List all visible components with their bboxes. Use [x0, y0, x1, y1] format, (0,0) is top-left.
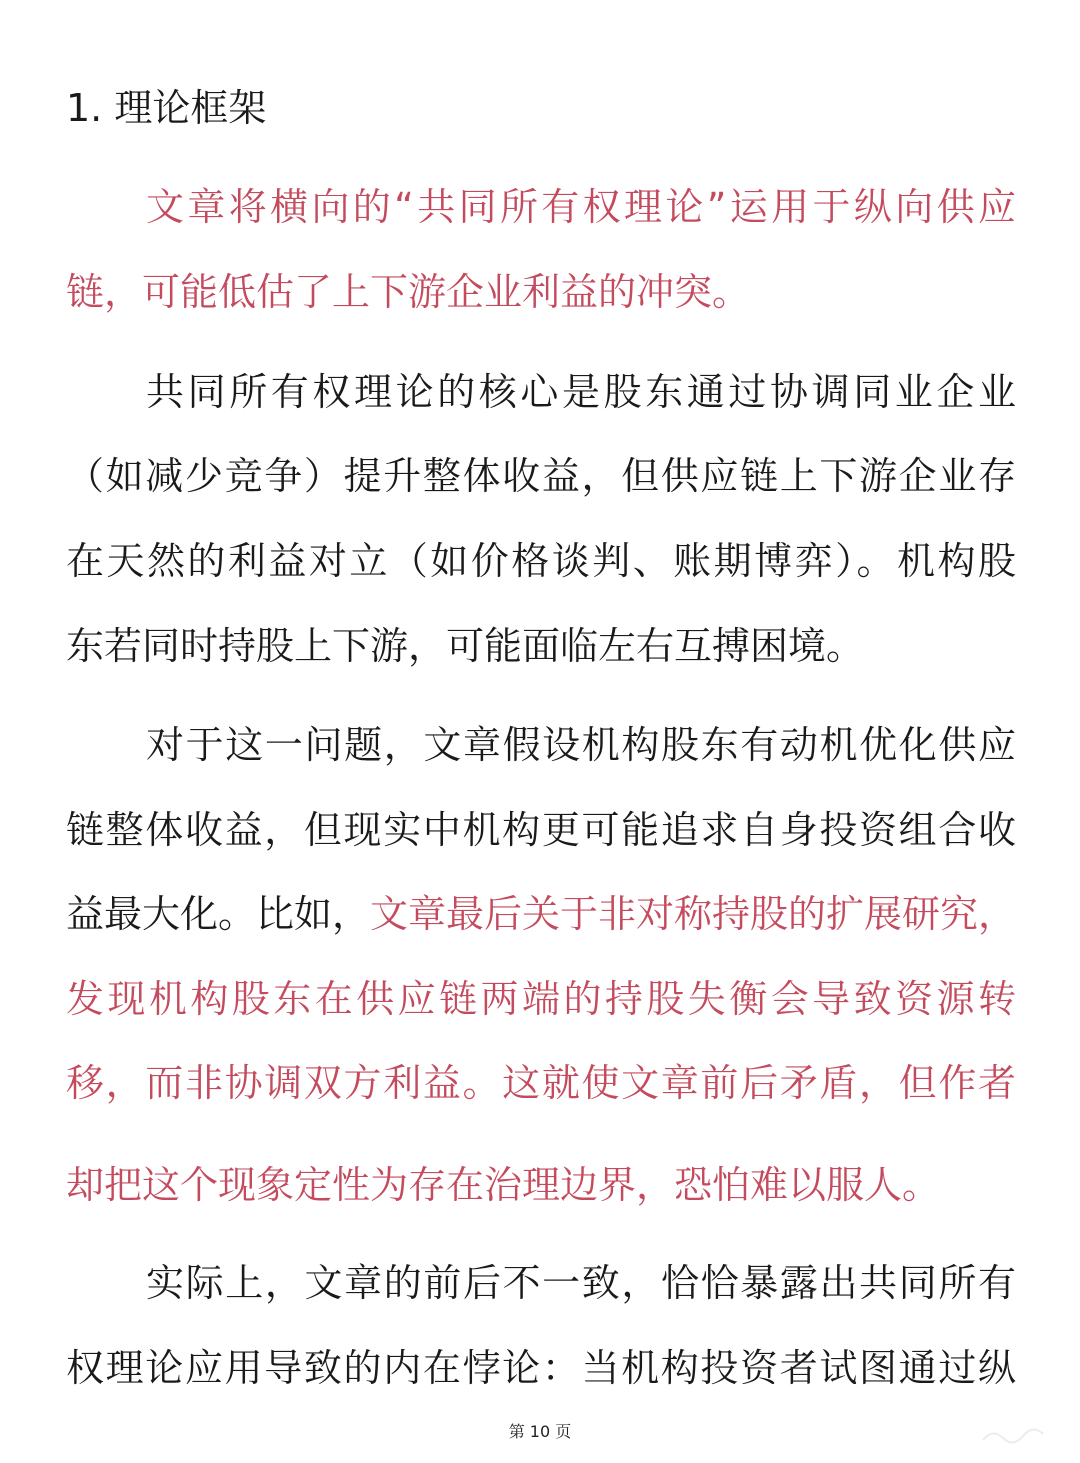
section-heading: 1. 理论框架: [66, 86, 267, 130]
paragraph-3-line-2: 链整体收益，但现实中机构更可能追求自身投资组合收: [66, 808, 1016, 852]
paragraph-3-line-6: 却把这个现象定性为存在治理边界，恐怕难以服人。: [66, 1163, 941, 1207]
paragraph-3-line-3-plain: 益最大化。比如，: [66, 892, 371, 936]
paragraph-3-line-5: 移，而非协调双方利益。这就使文章前后矛盾，但作者: [66, 1061, 1016, 1105]
paragraph-2-line-1: 共同所有权理论的核心是股东通过协调同业企业: [146, 370, 1016, 414]
paragraph-2-line-4: 东若同时持股上下游，可能面临左右互搏困境。: [66, 624, 865, 668]
paragraph-4-line-1: 实际上，文章的前后不一致，恰恰暴露出共同所有: [146, 1261, 1016, 1305]
paragraph-3-line-3: [66, 884, 1016, 944]
paragraph-4-line-2: 权理论应用导致的内在悖论：当机构投资者试图通过纵: [66, 1346, 1016, 1390]
page-number: 第 10 页: [508, 1422, 572, 1441]
paragraph-1-line-2: 链，可能低估了上下游企业利益的冲突。: [66, 270, 751, 314]
paragraph-3-line-3-highlight: 文章最后关于非对称持股的扩展研究，: [370, 892, 1016, 936]
watermark-icon: [978, 1420, 1048, 1450]
paragraph-1-line-1: 文章将横向的“共同所有权理论”运用于纵向供应: [146, 185, 1016, 229]
paragraph-2-line-2: （如减少竞争）提升整体收益，但供应链上下游企业存: [66, 454, 1016, 498]
paragraph-3-line-1: 对于这一问题，文章假设机构股东有动机优化供应: [146, 723, 1016, 767]
paragraph-3-line-4: 发现机构股东在供应链两端的持股失衡会导致资源转: [66, 977, 1016, 1021]
paragraph-2-line-3: 在天然的利益对立（如价格谈判、账期博弈）。机构股: [66, 539, 1016, 583]
